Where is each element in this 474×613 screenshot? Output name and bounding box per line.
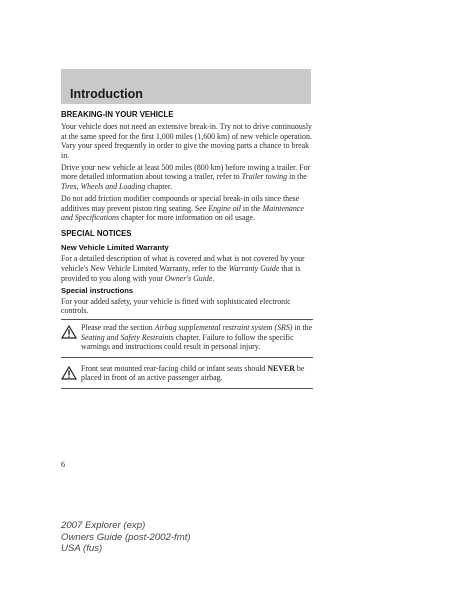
warranty-paragraph: For a detailed description of what is covered and what is not covered by your vehicle's New Vehicle Limited Warranty, refer to the Warranty Guide that is provided to you along with your Owner's Guide. [61, 254, 305, 283]
warning-triangle-icon [61, 323, 81, 342]
footer-line-3: USA (fus) [61, 543, 103, 554]
warning-child-seat [61, 364, 313, 383]
footer-line-1: 2007 Explorer (exp) [61, 520, 146, 531]
warning-airbag-text: Please read the section Airbag supplemental restraint system (SRS) in the Seating and Safety Restraints chapter. Failure to follow the specific warnings and instructions could result in personal injury. [81, 322, 313, 352]
page-number: 6 [61, 460, 65, 469]
footer-line-2: Owners Guide (post-2002-fmt) [61, 531, 191, 543]
special-notices-heading: SPECIAL NOTICES [61, 229, 132, 239]
warning-bottom-rule [61, 388, 313, 389]
warning-triangle-icon [61, 364, 81, 383]
breakin-paragraph-3: Do not add friction modifier compounds or special break-in oils since these additives may prevent piston ring seating. See Engine oil in the Maintenance and Specifications chapter for more information on oil usage. [61, 194, 304, 223]
section-title: Introduction [70, 87, 143, 101]
breakin-heading: BREAKING-IN YOUR VEHICLE [61, 110, 174, 119]
breakin-paragraph-2: Drive your new vehicle at least 500 miles (800 km) before towing a trailer. For more detailed information about towing a trailer, refer to Trailer towing in the Tires, Wheels and Loading chapter. [61, 162, 311, 192]
warning-child-seat-text: Front seat mounted rear-facing child or infant seats should NEVER be placed in front of an active passenger airbag. [81, 363, 305, 383]
page-content [61, 110, 313, 389]
warning-airbag-srs [61, 323, 313, 352]
special-instructions-heading: Special instructions [61, 285, 134, 295]
special-instructions-paragraph: For your added safety, your vehicle is fitted with sophisticated electronic controls. [61, 296, 291, 316]
document-footer [61, 520, 191, 555]
breakin-paragraph-1: Your vehicle does not need an extensive break-in. Try not to drive continuously at the same speed for the first 1,000 miles (1,600 km) of new vehicle operation. Vary your speed frequently in order to give the moving parts a chance to break in. [61, 122, 313, 160]
warranty-heading: New Vehicle Limited Warranty [61, 243, 169, 253]
warning-top-rule [61, 319, 313, 320]
warning-middle-rule [61, 357, 313, 358]
